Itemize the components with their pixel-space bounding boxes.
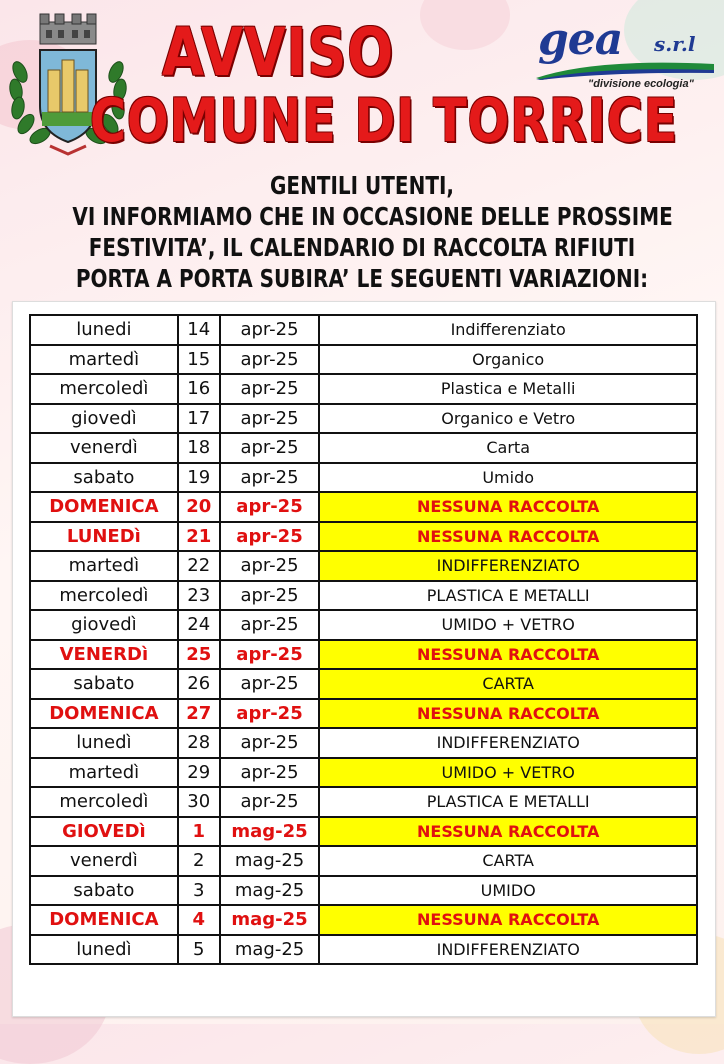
day-cell: GIOVEDì <box>30 817 178 847</box>
day-cell: giovedì <box>30 610 178 640</box>
collection-type-cell: Indifferenziato <box>319 315 697 345</box>
notice-title: AVVISO <box>161 14 395 91</box>
table-row <box>30 669 697 699</box>
collection-type-cell: Plastica e Metalli <box>319 374 697 404</box>
date-number-cell: 30 <box>178 787 220 817</box>
date-number-cell: 26 <box>178 669 220 699</box>
table-row <box>30 404 697 434</box>
gea-logo <box>536 14 714 94</box>
day-cell: VENERDì <box>30 640 178 670</box>
day-cell: venerdì <box>30 433 178 463</box>
table-row <box>30 315 697 345</box>
day-cell: mercoledì <box>30 374 178 404</box>
date-number-cell: 24 <box>178 610 220 640</box>
day-cell: lunedì <box>30 935 178 965</box>
table-row <box>30 876 697 906</box>
table-row <box>30 522 697 552</box>
collection-type-cell: UMIDO <box>319 876 697 906</box>
day-cell: martedì <box>30 551 178 581</box>
collection-schedule-table <box>29 314 698 965</box>
month-cell: mag-25 <box>220 935 320 965</box>
month-cell: apr-25 <box>220 463 320 493</box>
date-number-cell: 15 <box>178 345 220 375</box>
date-number-cell: 29 <box>178 758 220 788</box>
date-number-cell: 18 <box>178 433 220 463</box>
table-row <box>30 905 697 935</box>
day-cell: lunedì <box>30 728 178 758</box>
date-number-cell: 28 <box>178 728 220 758</box>
month-cell: apr-25 <box>220 374 320 404</box>
month-cell: apr-25 <box>220 728 320 758</box>
day-cell: sabato <box>30 463 178 493</box>
date-number-cell: 20 <box>178 492 220 522</box>
table-row <box>30 758 697 788</box>
intro-line: GENTILI UTENTI, <box>269 171 455 200</box>
collection-type-cell: INDIFFERENZIATO <box>319 551 697 581</box>
collection-type-cell: NESSUNA RACCOLTA <box>319 817 697 847</box>
collection-type-cell: NESSUNA RACCOLTA <box>319 699 697 729</box>
collection-type-cell: NESSUNA RACCOLTA <box>319 640 697 670</box>
intro-line: VI INFORMIAMO CHE IN OCCASIONE DELLE PROSSIME <box>72 202 673 231</box>
table-row <box>30 581 697 611</box>
date-number-cell: 14 <box>178 315 220 345</box>
table-row <box>30 551 697 581</box>
month-cell: apr-25 <box>220 551 320 581</box>
collection-type-cell: PLASTICA E METALLI <box>319 581 697 611</box>
date-number-cell: 27 <box>178 699 220 729</box>
table-row <box>30 699 697 729</box>
table-row <box>30 817 697 847</box>
collection-type-cell: Umido <box>319 463 697 493</box>
schedule-card <box>12 301 716 1017</box>
collection-type-cell: UMIDO + VETRO <box>319 610 697 640</box>
month-cell: apr-25 <box>220 315 320 345</box>
date-number-cell: 1 <box>178 817 220 847</box>
day-cell: DOMENICA <box>30 699 178 729</box>
intro-message <box>0 170 724 294</box>
month-cell: mag-25 <box>220 817 320 847</box>
collection-type-cell: CARTA <box>319 846 697 876</box>
month-cell: apr-25 <box>220 758 320 788</box>
table-row <box>30 492 697 522</box>
date-number-cell: 23 <box>178 581 220 611</box>
day-cell: sabato <box>30 876 178 906</box>
day-cell: DOMENICA <box>30 492 178 522</box>
table-row <box>30 640 697 670</box>
day-cell: DOMENICA <box>30 905 178 935</box>
table-row <box>30 433 697 463</box>
table-row <box>30 846 697 876</box>
collection-type-cell: PLASTICA E METALLI <box>319 787 697 817</box>
table-row <box>30 787 697 817</box>
month-cell: apr-25 <box>220 433 320 463</box>
logo-wordmark: gea <box>538 14 623 65</box>
intro-line: FESTIVITA’, IL CALENDARIO DI RACCOLTA RIFIUTI <box>88 233 636 262</box>
month-cell: mag-25 <box>220 876 320 906</box>
day-cell: mercoledì <box>30 787 178 817</box>
collection-type-cell: UMIDO + VETRO <box>319 758 697 788</box>
month-cell: apr-25 <box>220 581 320 611</box>
day-cell: LUNEDì <box>30 522 178 552</box>
table-row <box>30 374 697 404</box>
month-cell: apr-25 <box>220 787 320 817</box>
date-number-cell: 3 <box>178 876 220 906</box>
date-number-cell: 19 <box>178 463 220 493</box>
collection-type-cell: INDIFFERENZIATO <box>319 728 697 758</box>
collection-type-cell: CARTA <box>319 669 697 699</box>
month-cell: mag-25 <box>220 846 320 876</box>
month-cell: apr-25 <box>220 669 320 699</box>
day-cell: venerdì <box>30 846 178 876</box>
collection-type-cell: Carta <box>319 433 697 463</box>
month-cell: apr-25 <box>220 522 320 552</box>
month-cell: apr-25 <box>220 610 320 640</box>
date-number-cell: 5 <box>178 935 220 965</box>
day-cell: sabato <box>30 669 178 699</box>
collection-type-cell: NESSUNA RACCOLTA <box>319 492 697 522</box>
day-cell: martedì <box>30 345 178 375</box>
logo-suffix: s.r.l <box>654 32 696 56</box>
table-row <box>30 463 697 493</box>
month-cell: apr-25 <box>220 699 320 729</box>
date-number-cell: 21 <box>178 522 220 552</box>
table-row <box>30 728 697 758</box>
day-cell: martedì <box>30 758 178 788</box>
date-number-cell: 2 <box>178 846 220 876</box>
municipality-title: COMUNE DI TORRICE <box>89 86 679 156</box>
collection-type-cell: NESSUNA RACCOLTA <box>319 905 697 935</box>
intro-line: PORTA A PORTA SUBIRA’ LE SEGUENTI VARIAZIONI: <box>75 264 649 293</box>
month-cell: apr-25 <box>220 345 320 375</box>
date-number-cell: 25 <box>178 640 220 670</box>
collection-type-cell: Organico e Vetro <box>319 404 697 434</box>
collection-type-cell: INDIFFERENZIATO <box>319 935 697 965</box>
table-row <box>30 345 697 375</box>
collection-type-cell: NESSUNA RACCOLTA <box>319 522 697 552</box>
logo-subtitle: "divisione ecologia" <box>588 78 694 90</box>
date-number-cell: 17 <box>178 404 220 434</box>
month-cell: apr-25 <box>220 492 320 522</box>
month-cell: apr-25 <box>220 640 320 670</box>
month-cell: mag-25 <box>220 905 320 935</box>
day-cell: giovedì <box>30 404 178 434</box>
collection-type-cell: Organico <box>319 345 697 375</box>
date-number-cell: 16 <box>178 374 220 404</box>
table-row <box>30 935 697 965</box>
date-number-cell: 22 <box>178 551 220 581</box>
date-number-cell: 4 <box>178 905 220 935</box>
day-cell: lunedi <box>30 315 178 345</box>
month-cell: apr-25 <box>220 404 320 434</box>
day-cell: mercoledì <box>30 581 178 611</box>
table-row <box>30 610 697 640</box>
